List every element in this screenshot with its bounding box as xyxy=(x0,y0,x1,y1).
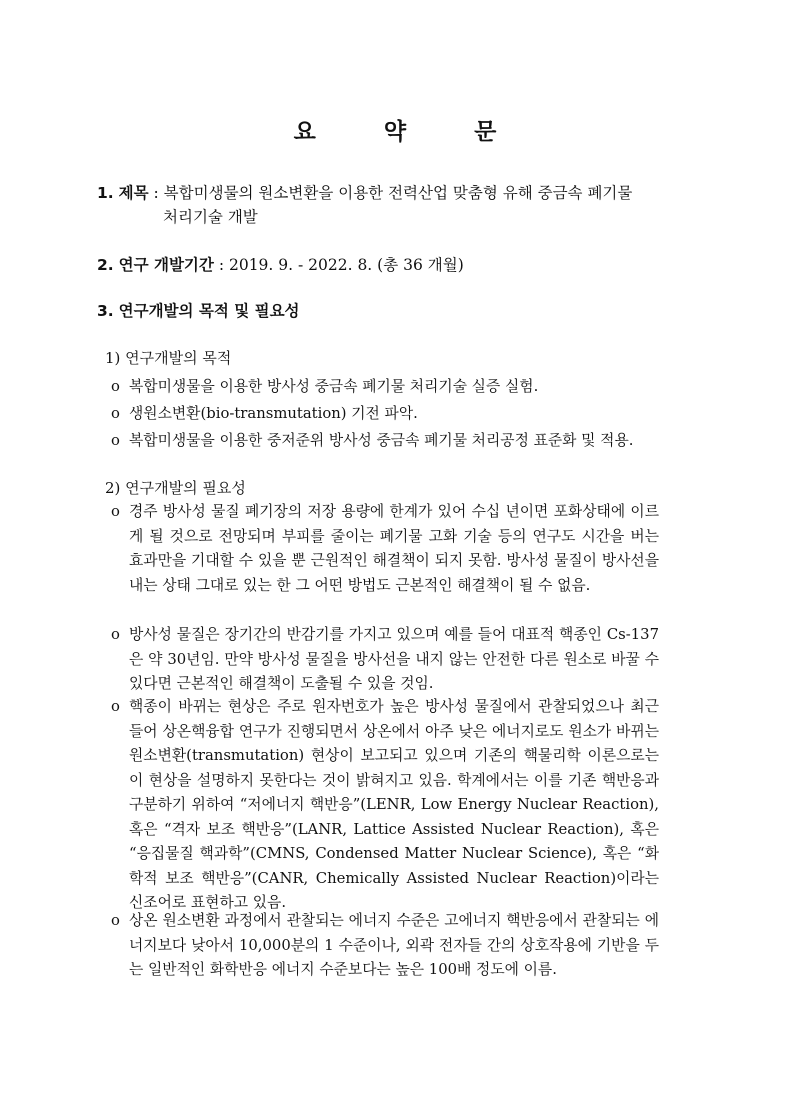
necessity-bullet xyxy=(111,909,659,983)
necessity-bullet xyxy=(111,695,659,916)
section-number: 1. xyxy=(97,184,114,202)
bullet-text: 복합미생물을 이용한 중저준위 방사성 중금속 폐기물 처리공정 표준화 및 적용. xyxy=(129,432,634,449)
purpose-heading: 1) 연구개발의 목적 xyxy=(105,349,232,367)
section-number: 2. xyxy=(97,256,114,274)
necessity-heading: 2) 연구개발의 필요성 xyxy=(105,479,246,497)
bullet-marker: o xyxy=(111,698,120,715)
section-1-title-row: 1. 제목 : 복합미생물의 원소변환을 이용한 전력산업 맞춤형 유해 중금속 폐기물 xyxy=(97,184,633,202)
bullet-text: 생원소변환(bio-transmutation) 기전 파악. xyxy=(129,405,418,422)
bullet-marker: o xyxy=(111,432,120,449)
section-label: 연구 개발기간 xyxy=(118,256,214,274)
bullet-marker: o xyxy=(111,912,120,929)
bullet-text: 핵종이 바뀌는 현상은 주로 원자번호가 높은 방사성 물질에서 관찰되었으나 최근 들어 상온핵융합 연구가 진행되면서 상온에서 아주 낮은 에너지로도 원소가 바뀌는 원소변환(transmutation) 현상이 보고되고 있으며 기존의 핵물리학 이론으로는 이 현상을 설명하지 못한다는 것이 밝혀지고 있음. 학계에서는 이를 기존 핵반응과 구분하기 위하여 “저에너지 핵반응”(LENR, Low Energy Nuclear Reaction), 혹은 “격자 보조 핵반응”(LANR, Lattice Assisted Nuclear Reaction), 혹은 “응집물질 핵과학”(CMNS, Condensed Matter Nuclear Science), 혹은 “화학적 보조 핵반응”(CANR, Chemically Assisted Nuclear Reaction)이라는 신조어로 표현하고 있음. xyxy=(129,698,659,911)
necessity-bullet xyxy=(111,623,659,697)
bullet-text: 상온 원소변환 과정에서 관찰되는 에너지 수준은 고에너지 핵반응에서 관찰되는 에너지보다 낮아서 10,000분의 1 수준이나, 외곽 전자들 간의 상호작용에 기반을 두는 일반적인 화학반응 에너지 수준보다는 높은 100배 정도에 이름. xyxy=(129,912,659,978)
section-label: 연구개발의 목적 및 필요성 xyxy=(118,302,300,320)
section-2-period-row: 2. 연구 개발기간 : 2019. 9. - 2022. 8. (총 36 개월) xyxy=(97,256,464,274)
bullet-marker: o xyxy=(111,378,120,395)
bullet-text: 방사성 물질은 장기간의 반감기를 가지고 있으며 예를 들어 대표적 핵종인 Cs-137은 약 30년임. 만약 방사성 물질을 방사선을 내지 않는 안전한 다른 원소로 바꿀 수 있다면 근본적인 해결책이 도출될 수 있을 것임. xyxy=(129,626,659,692)
section-number: 3. xyxy=(97,302,114,320)
purpose-bullet xyxy=(111,429,659,454)
project-title-line-2: 처리기술 개발 xyxy=(163,208,258,226)
section-label: 제목 xyxy=(118,184,149,202)
bullet-marker: o xyxy=(111,503,120,520)
project-title-line-1: 복합미생물의 원소변환을 이용한 전력산업 맞춤형 유해 중금속 폐기물 xyxy=(163,184,633,202)
bullet-text: 복합미생물을 이용한 방사성 중금속 폐기물 처리기술 실증 실험. xyxy=(129,378,539,395)
bullet-marker: o xyxy=(111,626,120,643)
bullet-marker: o xyxy=(111,405,120,422)
bullet-text: 경주 방사성 물질 폐기장의 저장 용량에 한계가 있어 수십 년이면 포화상태에 이르게 될 것으로 전망되며 부피를 줄이는 폐기물 고화 기술 등의 연구도 시간을 버는 효과만을 기대할 수 있을 뿐 근원적인 해결책이 되지 못함. 방사성 물질이 방사선을 내는 상태 그대로 있는 한 그 어떤 방법도 근본적인 해결책이 될 수 없음. xyxy=(129,503,659,594)
section-3-heading xyxy=(97,299,300,323)
necessity-bullet xyxy=(111,500,659,598)
development-period: 2019. 9. - 2022. 8. (총 36 개월) xyxy=(228,256,464,274)
purpose-bullet xyxy=(111,402,659,427)
purpose-bullet xyxy=(111,375,659,400)
page-title: 요 약 문 xyxy=(293,118,527,145)
